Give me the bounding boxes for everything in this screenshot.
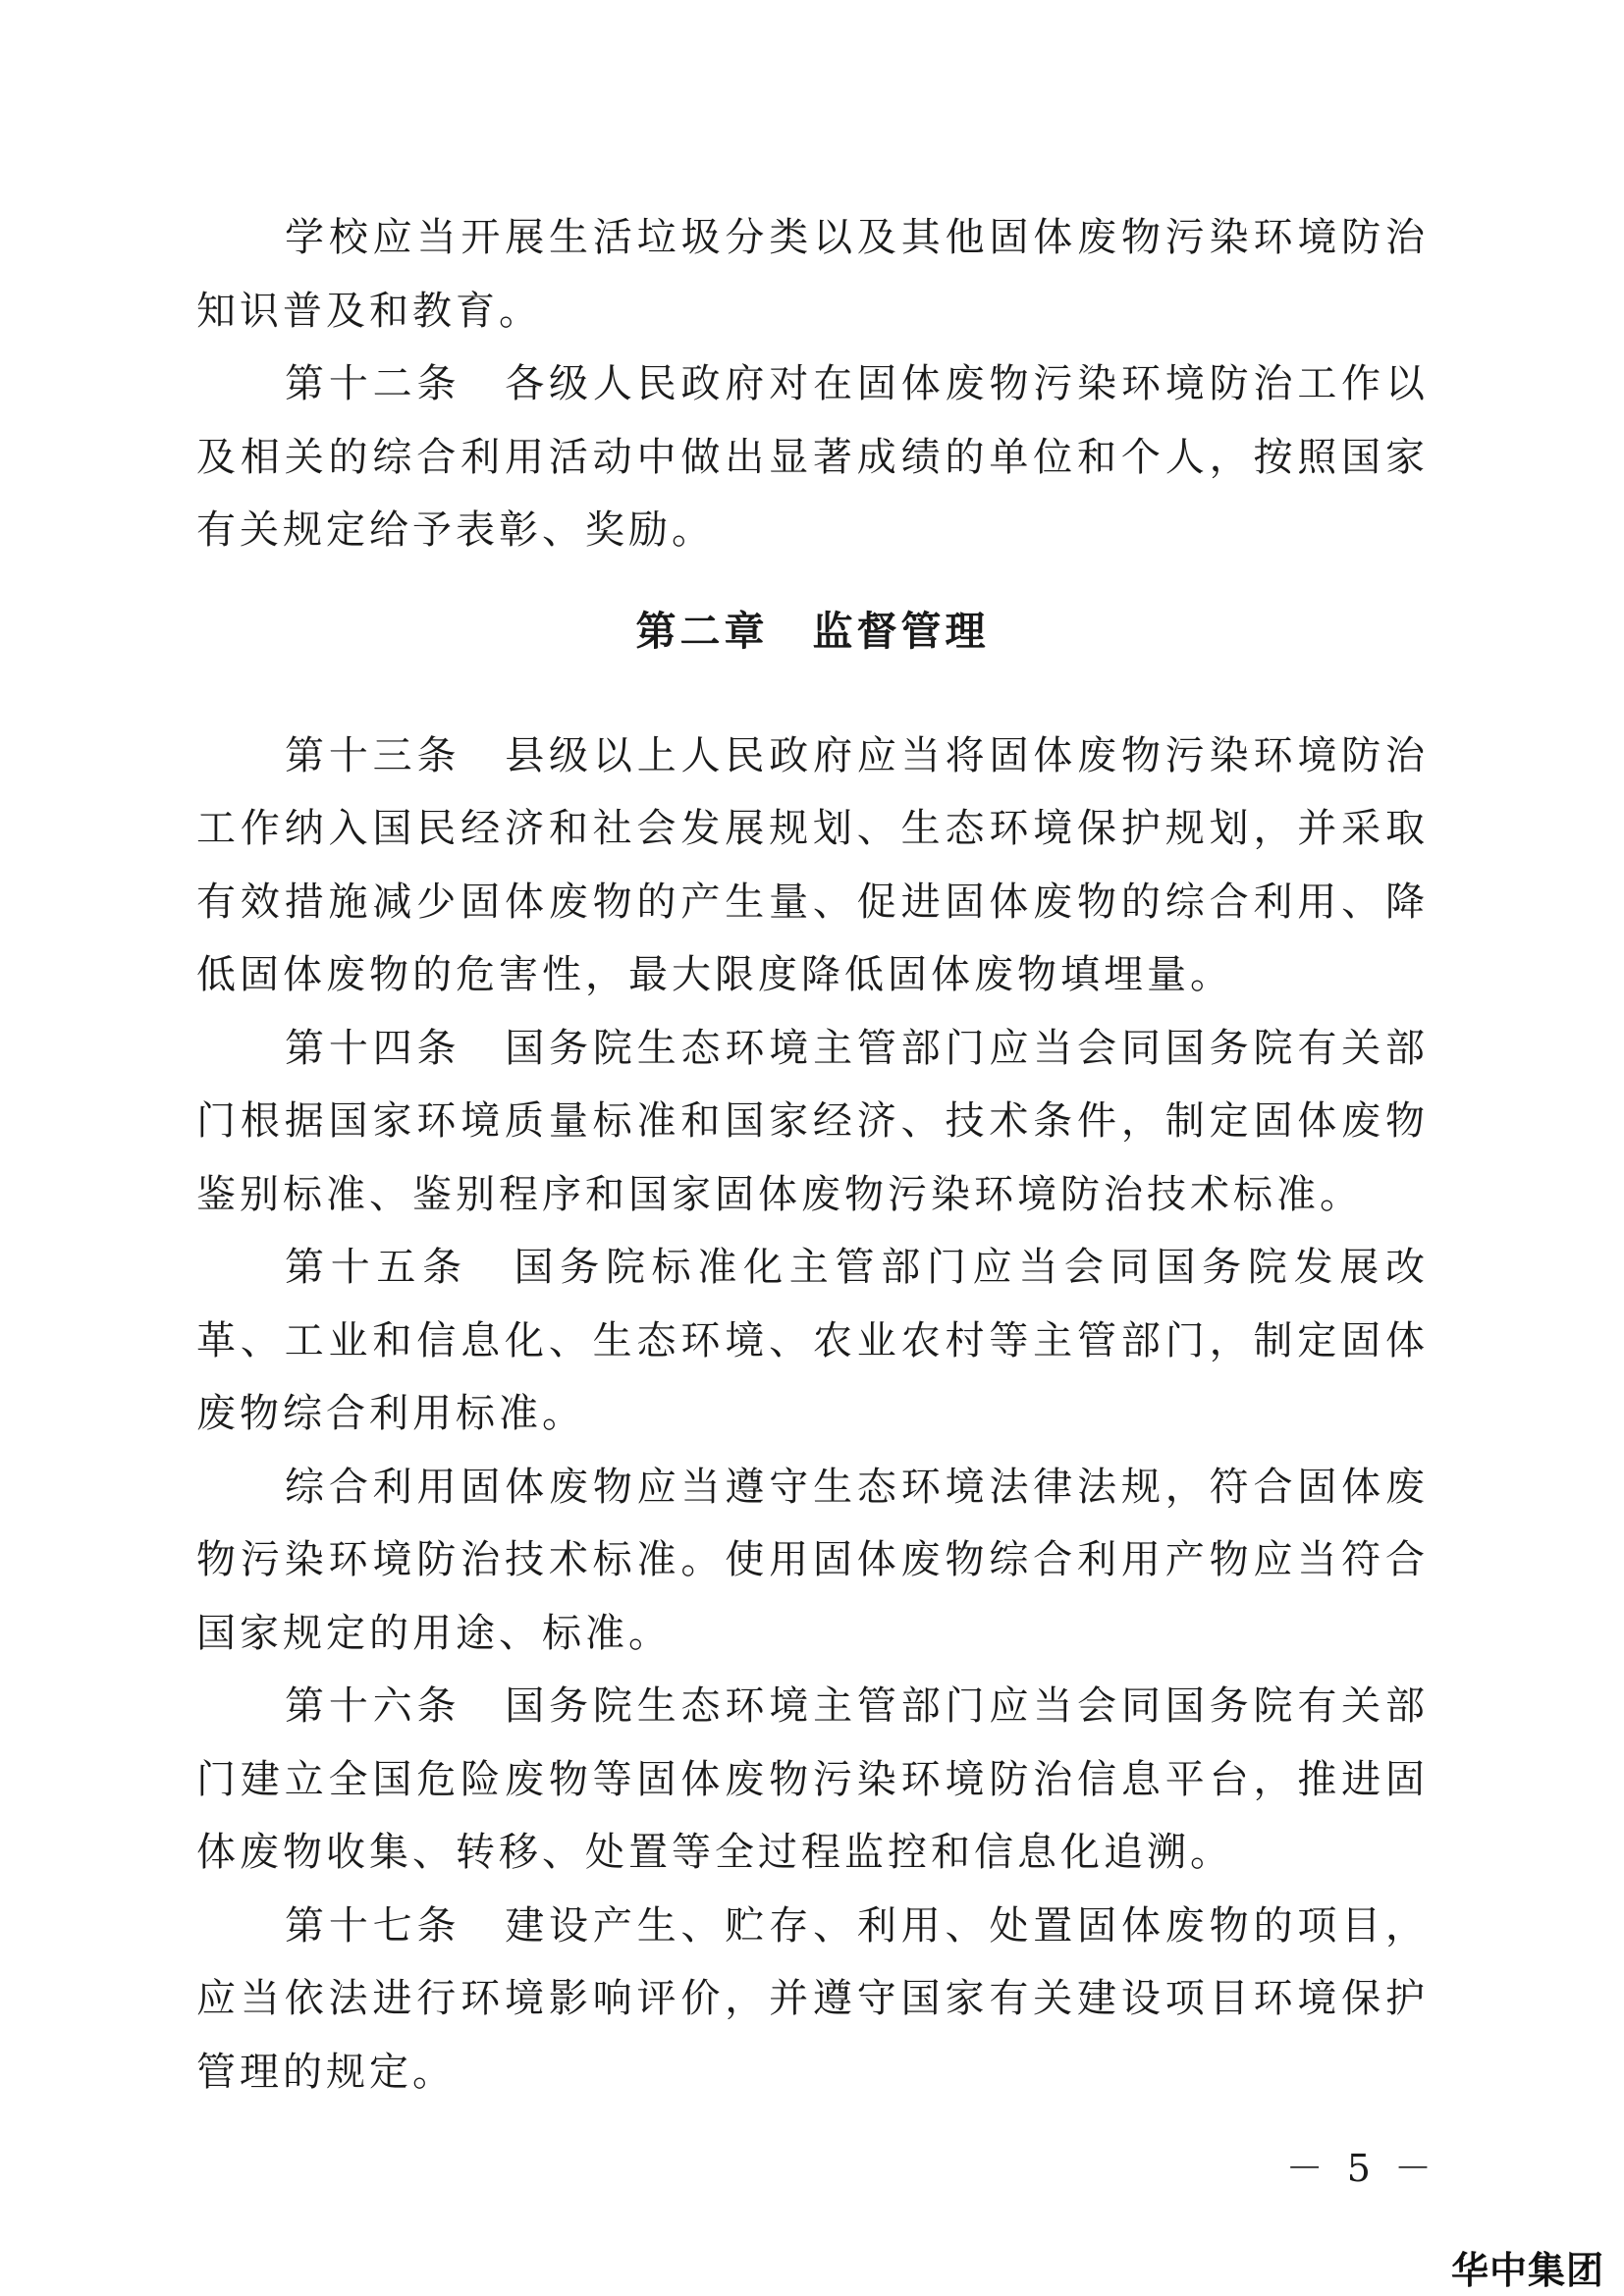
article-15: 第十五条 国务院标准化主管部门应当会同国务院发展改革、工业和信息化、生态环境、农业农村等主管部门，制定固体废物综合利用标准。 bbox=[196, 1245, 1429, 1436]
watermark-logo-text: 华中集团 bbox=[1450, 2249, 1604, 2292]
paragraph-school-education: 学校应当开展生活垃圾分类以及其他固体废物污染环境防治知识普及和教育。 bbox=[196, 215, 1429, 334]
chapter-heading: 第二章 监督管理 bbox=[635, 607, 990, 655]
article-15-paragraph-2: 综合利用固体废物应当遵守生态环境法律法规，符合固体废物污染环境防治技术标准。使用固体废物综合利用产物应当符合国家规定的用途、标准。 bbox=[196, 1464, 1429, 1656]
document-body bbox=[196, 201, 1429, 2109]
article-17: 第十七条 建设产生、贮存、利用、处置固体废物的项目，应当依法进行环境影响评价，并遵守国家有关建设项目环境保护管理的规定。 bbox=[196, 1902, 1429, 2095]
article-12: 第十二条 各级人民政府对在固体废物污染环境防治工作以及相关的综合利用活动中做出显著成绩的单位和个人，按照国家有关规定给予表彰、奖励。 bbox=[196, 361, 1429, 553]
article-13: 第十三条 县级以上人民政府应当将固体废物污染环境防治工作纳入国民经济和社会发展规划、生态环境保护规划，并采取有效措施减少固体废物的产生量、促进固体废物的综合利用、降低固体废物的危害性，最大限度降低固体废物填埋量。 bbox=[196, 732, 1429, 997]
article-14: 第十四条 国务院生态环境主管部门应当会同国务院有关部门根据国家环境质量标准和国家经济、技术条件，制定固体废物鉴别标准、鉴别程序和国家固体废物污染环境防治技术标准。 bbox=[196, 1025, 1429, 1217]
article-16: 第十六条 国务院生态环境主管部门应当会同国务院有关部门建立全国危险废物等固体废物污染环境防治信息平台，推进固体废物收集、转移、处置等全过程监控和信息化追溯。 bbox=[196, 1683, 1429, 1875]
page-number: － 5 － bbox=[1285, 2147, 1437, 2190]
